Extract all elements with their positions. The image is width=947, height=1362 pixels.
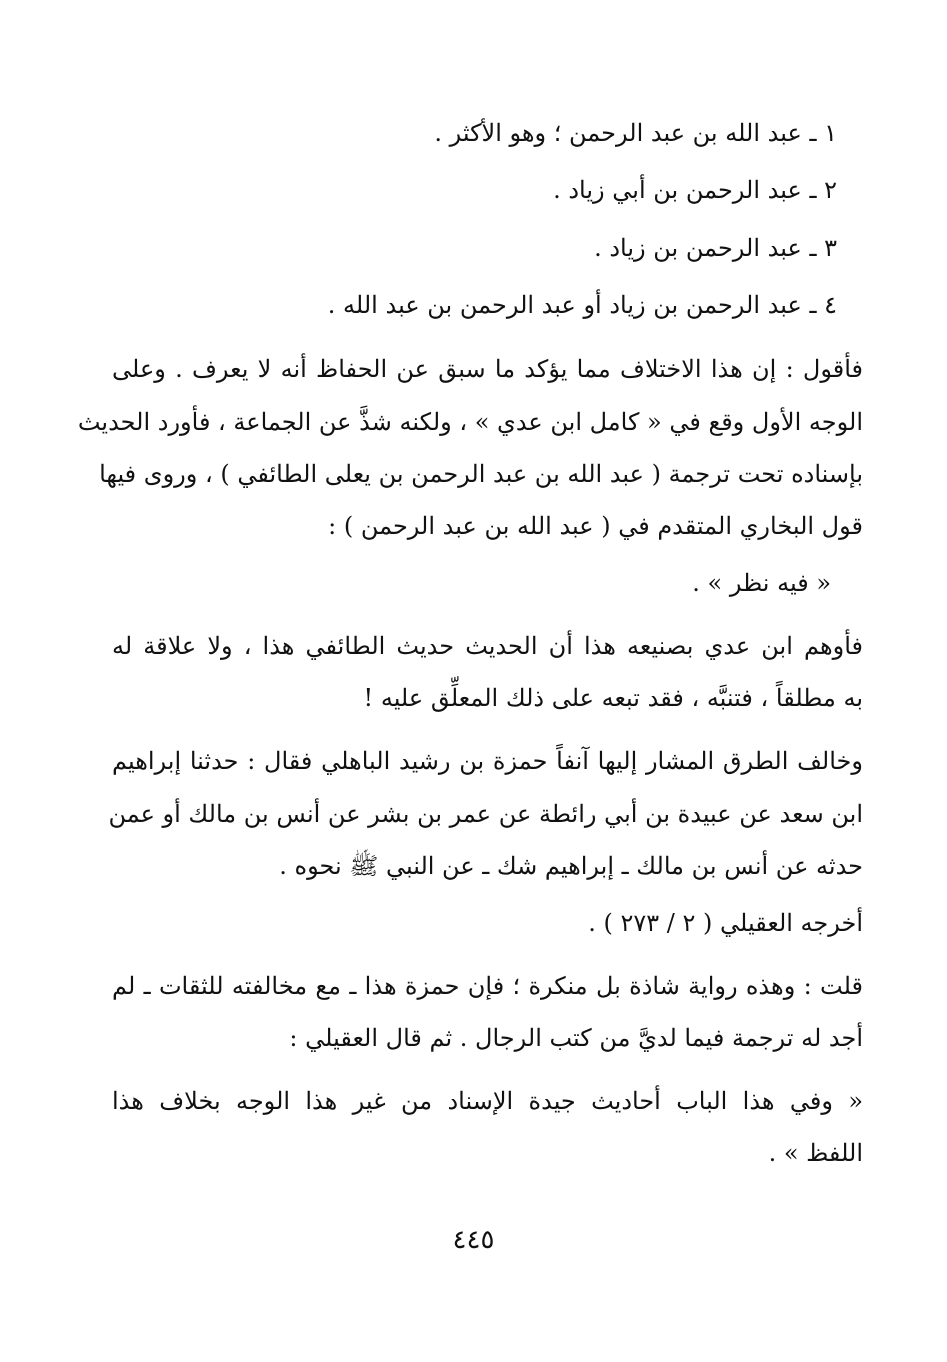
list-item-4: ٤ ـ عبد الرحمن بن زياد أو عبد الرحمن بن عبد الله . — [327, 291, 837, 319]
quote-2-line-2: اللفظ » . — [768, 1139, 863, 1167]
paragraph-1-line-3: بإسناده تحت ترجمة ( عبد الله بن عبد الرحمن بن يعلى الطائفي ) ، وروى فيها — [99, 460, 863, 488]
paragraph-3-line-1: وخالف الطرق المشار إليها آنفاً حمزة بن رشيد الباهلي فقال : حدثنا إبراهيم — [112, 747, 863, 775]
list-item-3: ٣ ـ عبد الرحمن بن زياد . — [594, 234, 837, 262]
paragraph-3-line-3: حدثه عن أنس بن مالك ـ إبراهيم شك ـ عن النبي ﷺ نحوه . — [279, 852, 863, 880]
paragraph-1-line-1: فأقول : إن هذا الاختلاف مما يؤكد ما سبق عن الحفاظ أنه لا يعرف . وعلى — [112, 355, 863, 383]
quote-1: « فيه نظر » . — [692, 569, 831, 597]
paragraph-3-line-2: ابن سعد عن عبيدة بن أبي رائطة عن عمر بن بشر عن أنس بن مالك أو عمن — [108, 800, 863, 828]
paragraph-1-line-2: الوجه الأول وقع في « كامل ابن عدي » ، ولكنه شذَّ عن الجماعة ، فأورد الحديث — [77, 408, 863, 436]
paragraph-1-line-4: قول البخاري المتقدم في ( عبد الله بن عبد الرحمن ) : — [328, 512, 863, 540]
paragraph-2-line-1: فأوهم ابن عدي بصنيعه هذا أن الحديث حديث الطائفي هذا ، ولا علاقة له — [112, 632, 863, 660]
paragraph-4-line-1: قلت : وهذه رواية شاذة بل منكرة ؛ فإن حمزة هذا ـ مع مخالفته للثقات ـ لم — [112, 972, 863, 1000]
list-item-2: ٢ ـ عبد الرحمن بن أبي زياد . — [553, 176, 837, 204]
paragraph-2-line-2: به مطلقاً ، فتنبَّه ، فقد تبعه على ذلك المعلِّق عليه ! — [363, 684, 863, 712]
list-item-1: ١ ـ عبد الله بن عبد الرحمن ؛ وهو الأكثر . — [434, 119, 837, 147]
paragraph-4-line-2: أجد له ترجمة فيما لديَّ من كتب الرجال . ثم قال العقيلي : — [289, 1024, 863, 1052]
page-number: ٤٤٥ — [452, 1225, 495, 1255]
source-citation: أخرجه العقيلي ( ٢ / ٢٧٣ ) . — [588, 909, 863, 937]
quote-2-line-1: « وفي هذا الباب أحاديث جيدة الإسناد من غير هذا الوجه بخلاف هذا — [112, 1087, 863, 1115]
